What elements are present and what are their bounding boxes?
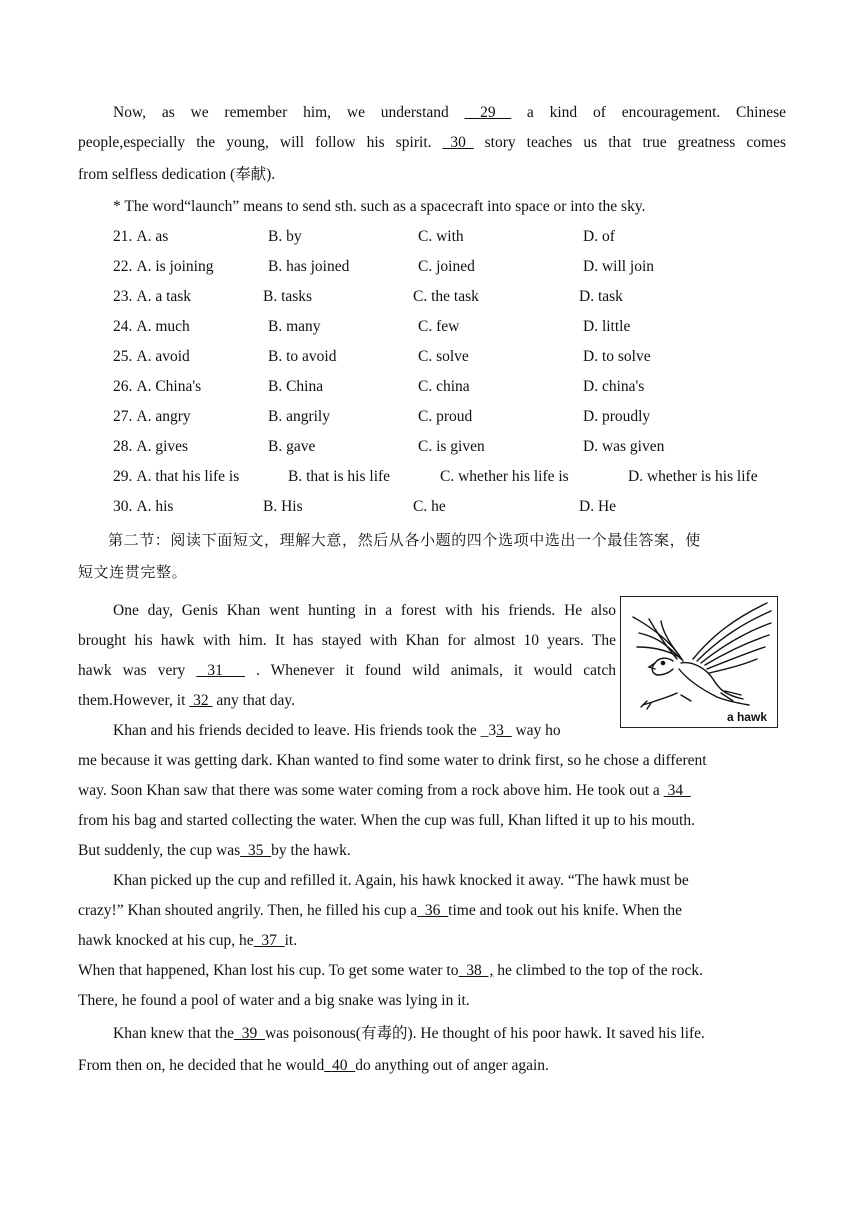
option-a: A. much bbox=[136, 318, 190, 335]
story bbox=[78, 596, 786, 1082]
option-d: D. proudly bbox=[583, 408, 651, 425]
blank-29: __29__ bbox=[464, 104, 512, 121]
option-d: D. whether is his life bbox=[628, 468, 758, 485]
story-line bbox=[78, 716, 616, 746]
blank-35: 35 bbox=[240, 842, 272, 859]
blank-30: _30_ bbox=[442, 134, 474, 151]
text: crazy!” Khan shouted angrily. Then, he filled his cup a bbox=[78, 902, 418, 919]
text: hawk knocked at his cup, he bbox=[78, 932, 254, 949]
story-line: Khan picked up the cup and refilled it. Again, his hawk knocked it away. “The hawk must be bbox=[113, 872, 689, 889]
text: When that happened, Khan lost his cup. To get some water to bbox=[78, 962, 459, 979]
option-a: A. avoid bbox=[136, 348, 190, 365]
option-b: B. that is his life bbox=[288, 468, 391, 485]
question-number-and-option-a bbox=[113, 222, 168, 252]
wrap-column bbox=[78, 596, 616, 746]
intro-line-3: from selfless dedication (奉献). bbox=[78, 166, 276, 183]
option-d: D. little bbox=[583, 318, 631, 335]
question-row bbox=[113, 312, 786, 342]
question-row bbox=[113, 492, 786, 522]
text: But suddenly, the cup was bbox=[78, 842, 241, 859]
section-heading-line-2: 短文连贯完整。 bbox=[78, 563, 188, 581]
option-d: D. to solve bbox=[583, 348, 651, 365]
section-heading-line-1: 第二节：阅读下面短文，理解大意，然后从各小题的四个选项中选出一个最佳答案，使 bbox=[108, 531, 701, 549]
option-c: C. whether his life is bbox=[440, 468, 569, 485]
question-number-and-option-a bbox=[113, 252, 213, 282]
option-d: D. china's bbox=[583, 378, 645, 395]
story-line bbox=[78, 896, 786, 926]
text: was poisonous(有毒的). He thought of his poor hawk. It saved his life. bbox=[264, 1025, 705, 1042]
option-c: C. the task bbox=[413, 288, 479, 305]
option-b: B. tasks bbox=[263, 288, 313, 305]
story-line: me because it was getting dark. Khan wanted to find some water to drink first, so he chose a different bbox=[78, 752, 707, 769]
option-a: A. gives bbox=[136, 438, 189, 455]
text: Now, as we remember him, we understand bbox=[113, 104, 465, 121]
option-c: C. is given bbox=[418, 438, 485, 455]
option-c: C. he bbox=[413, 498, 446, 515]
option-c: C. joined bbox=[418, 258, 475, 275]
option-a: A. a task bbox=[136, 288, 192, 305]
option-a: A. is joining bbox=[136, 258, 214, 275]
question-list bbox=[113, 222, 786, 522]
text: people,especially the young, will follow his spirit. bbox=[78, 134, 443, 151]
story-line: brought his hawk with him. It has stayed with Khan for almost 10 years. The bbox=[78, 632, 616, 649]
story-line: There, he found a pool of water and a big snake was lying in it. bbox=[78, 992, 470, 1009]
blank-36: 36 bbox=[417, 902, 449, 919]
story-line bbox=[78, 956, 786, 986]
question-number: 29. bbox=[113, 468, 133, 485]
text: Khan and his friends decided to leave. His friends took the _3 bbox=[113, 722, 497, 739]
option-b: B. by bbox=[268, 228, 302, 245]
question-row bbox=[113, 342, 786, 372]
option-b: B. angrily bbox=[268, 408, 330, 425]
option-a: A. angry bbox=[136, 408, 191, 425]
question-number: 28. bbox=[113, 438, 133, 455]
text: . Whenever it found wild animals, it would catch bbox=[244, 662, 616, 679]
story-line bbox=[78, 776, 786, 806]
option-c: C. china bbox=[418, 378, 470, 395]
blank-33: 3_ bbox=[496, 722, 512, 739]
blank-39: 39 bbox=[233, 1025, 265, 1042]
option-d: D. was given bbox=[583, 438, 665, 455]
option-b: B. many bbox=[268, 318, 321, 335]
option-c: C. with bbox=[418, 228, 464, 245]
blank-31: 31 bbox=[196, 662, 245, 679]
option-c: C. few bbox=[418, 318, 460, 335]
text: by the hawk. bbox=[271, 842, 351, 859]
option-b: B. China bbox=[268, 378, 324, 395]
text: do anything out of anger again. bbox=[355, 1057, 549, 1074]
blank-37: 37 bbox=[253, 932, 285, 949]
question-number-and-option-a bbox=[113, 462, 239, 492]
question-row bbox=[113, 402, 786, 432]
option-a: A. China's bbox=[136, 378, 202, 395]
option-a: A. that his life is bbox=[136, 468, 240, 485]
blank-32: 32 bbox=[189, 692, 213, 709]
option-b: B. to avoid bbox=[268, 348, 337, 365]
option-d: D. He bbox=[579, 498, 617, 515]
option-b: B. gave bbox=[268, 438, 316, 455]
question-row bbox=[113, 252, 786, 282]
text: story teaches us that true greatness comes bbox=[473, 134, 786, 151]
question-number: 24. bbox=[113, 318, 133, 335]
option-a: A. his bbox=[136, 498, 174, 515]
blank-40: 40 bbox=[324, 1057, 356, 1074]
story-line bbox=[78, 836, 786, 866]
option-b: B. has joined bbox=[268, 258, 350, 275]
story-line bbox=[78, 656, 616, 686]
intro-line-2 bbox=[78, 128, 786, 158]
question-number: 27. bbox=[113, 408, 133, 425]
text: it. bbox=[284, 932, 298, 949]
text: them.However, it bbox=[78, 692, 190, 709]
option-c: C. solve bbox=[418, 348, 469, 365]
story-line bbox=[78, 686, 616, 716]
question-number-and-option-a bbox=[113, 492, 173, 522]
text: From then on, he decided that he would bbox=[78, 1057, 325, 1074]
text: time and took out his knife. When the bbox=[448, 902, 683, 919]
question-row bbox=[113, 372, 786, 402]
question-row bbox=[113, 282, 786, 312]
option-d: D. task bbox=[579, 288, 623, 305]
question-number: 21. bbox=[113, 228, 133, 245]
hawk-image bbox=[620, 596, 778, 728]
story-line bbox=[78, 926, 786, 956]
blank-38: 38 , bbox=[458, 962, 494, 979]
text: way ho bbox=[511, 722, 561, 739]
option-d: D. will join bbox=[583, 258, 655, 275]
hawk-icon bbox=[621, 597, 777, 727]
question-number-and-option-a bbox=[113, 342, 190, 372]
question-number: 23. bbox=[113, 288, 133, 305]
story-line: One day, Genis Khan went hunting in a forest with his friends. He also bbox=[113, 602, 616, 619]
document-page bbox=[78, 98, 786, 1082]
text: a kind of encouragement. Chinese bbox=[511, 104, 786, 121]
story-line: from his bag and started collecting the water. When the cup was full, Khan lifted it up to his mouth. bbox=[78, 812, 695, 829]
option-d: D. of bbox=[583, 228, 615, 245]
text: Khan knew that the bbox=[113, 1025, 234, 1042]
intro-line-1 bbox=[78, 98, 786, 128]
question-number: 22. bbox=[113, 258, 133, 275]
text: hawk was very bbox=[78, 662, 197, 679]
question-number-and-option-a bbox=[113, 312, 190, 342]
text: any that day. bbox=[212, 692, 296, 709]
story-line bbox=[78, 1018, 786, 1050]
question-number-and-option-a bbox=[113, 432, 188, 462]
question-row bbox=[113, 462, 786, 492]
text: he climbed to the top of the rock. bbox=[493, 962, 703, 979]
question-number: 30. bbox=[113, 498, 133, 515]
question-number-and-option-a bbox=[113, 402, 191, 432]
option-c: C. proud bbox=[418, 408, 473, 425]
question-number-and-option-a bbox=[113, 372, 201, 402]
option-a: A. as bbox=[136, 228, 169, 245]
image-caption: a hawk bbox=[726, 710, 767, 724]
text: way. Soon Khan saw that there was some water coming from a rock above him. He took out a bbox=[78, 782, 664, 799]
blank-34: 34 bbox=[663, 782, 691, 799]
footnote: * The word“launch” means to send sth. such as a spacecraft into space or into the sky. bbox=[113, 198, 646, 215]
story-line bbox=[78, 1050, 786, 1082]
question-number: 25. bbox=[113, 348, 133, 365]
question-number-and-option-a bbox=[113, 282, 191, 312]
option-b: B. His bbox=[263, 498, 303, 515]
question-number: 26. bbox=[113, 378, 133, 395]
question-row bbox=[113, 432, 786, 462]
question-row bbox=[113, 222, 786, 252]
